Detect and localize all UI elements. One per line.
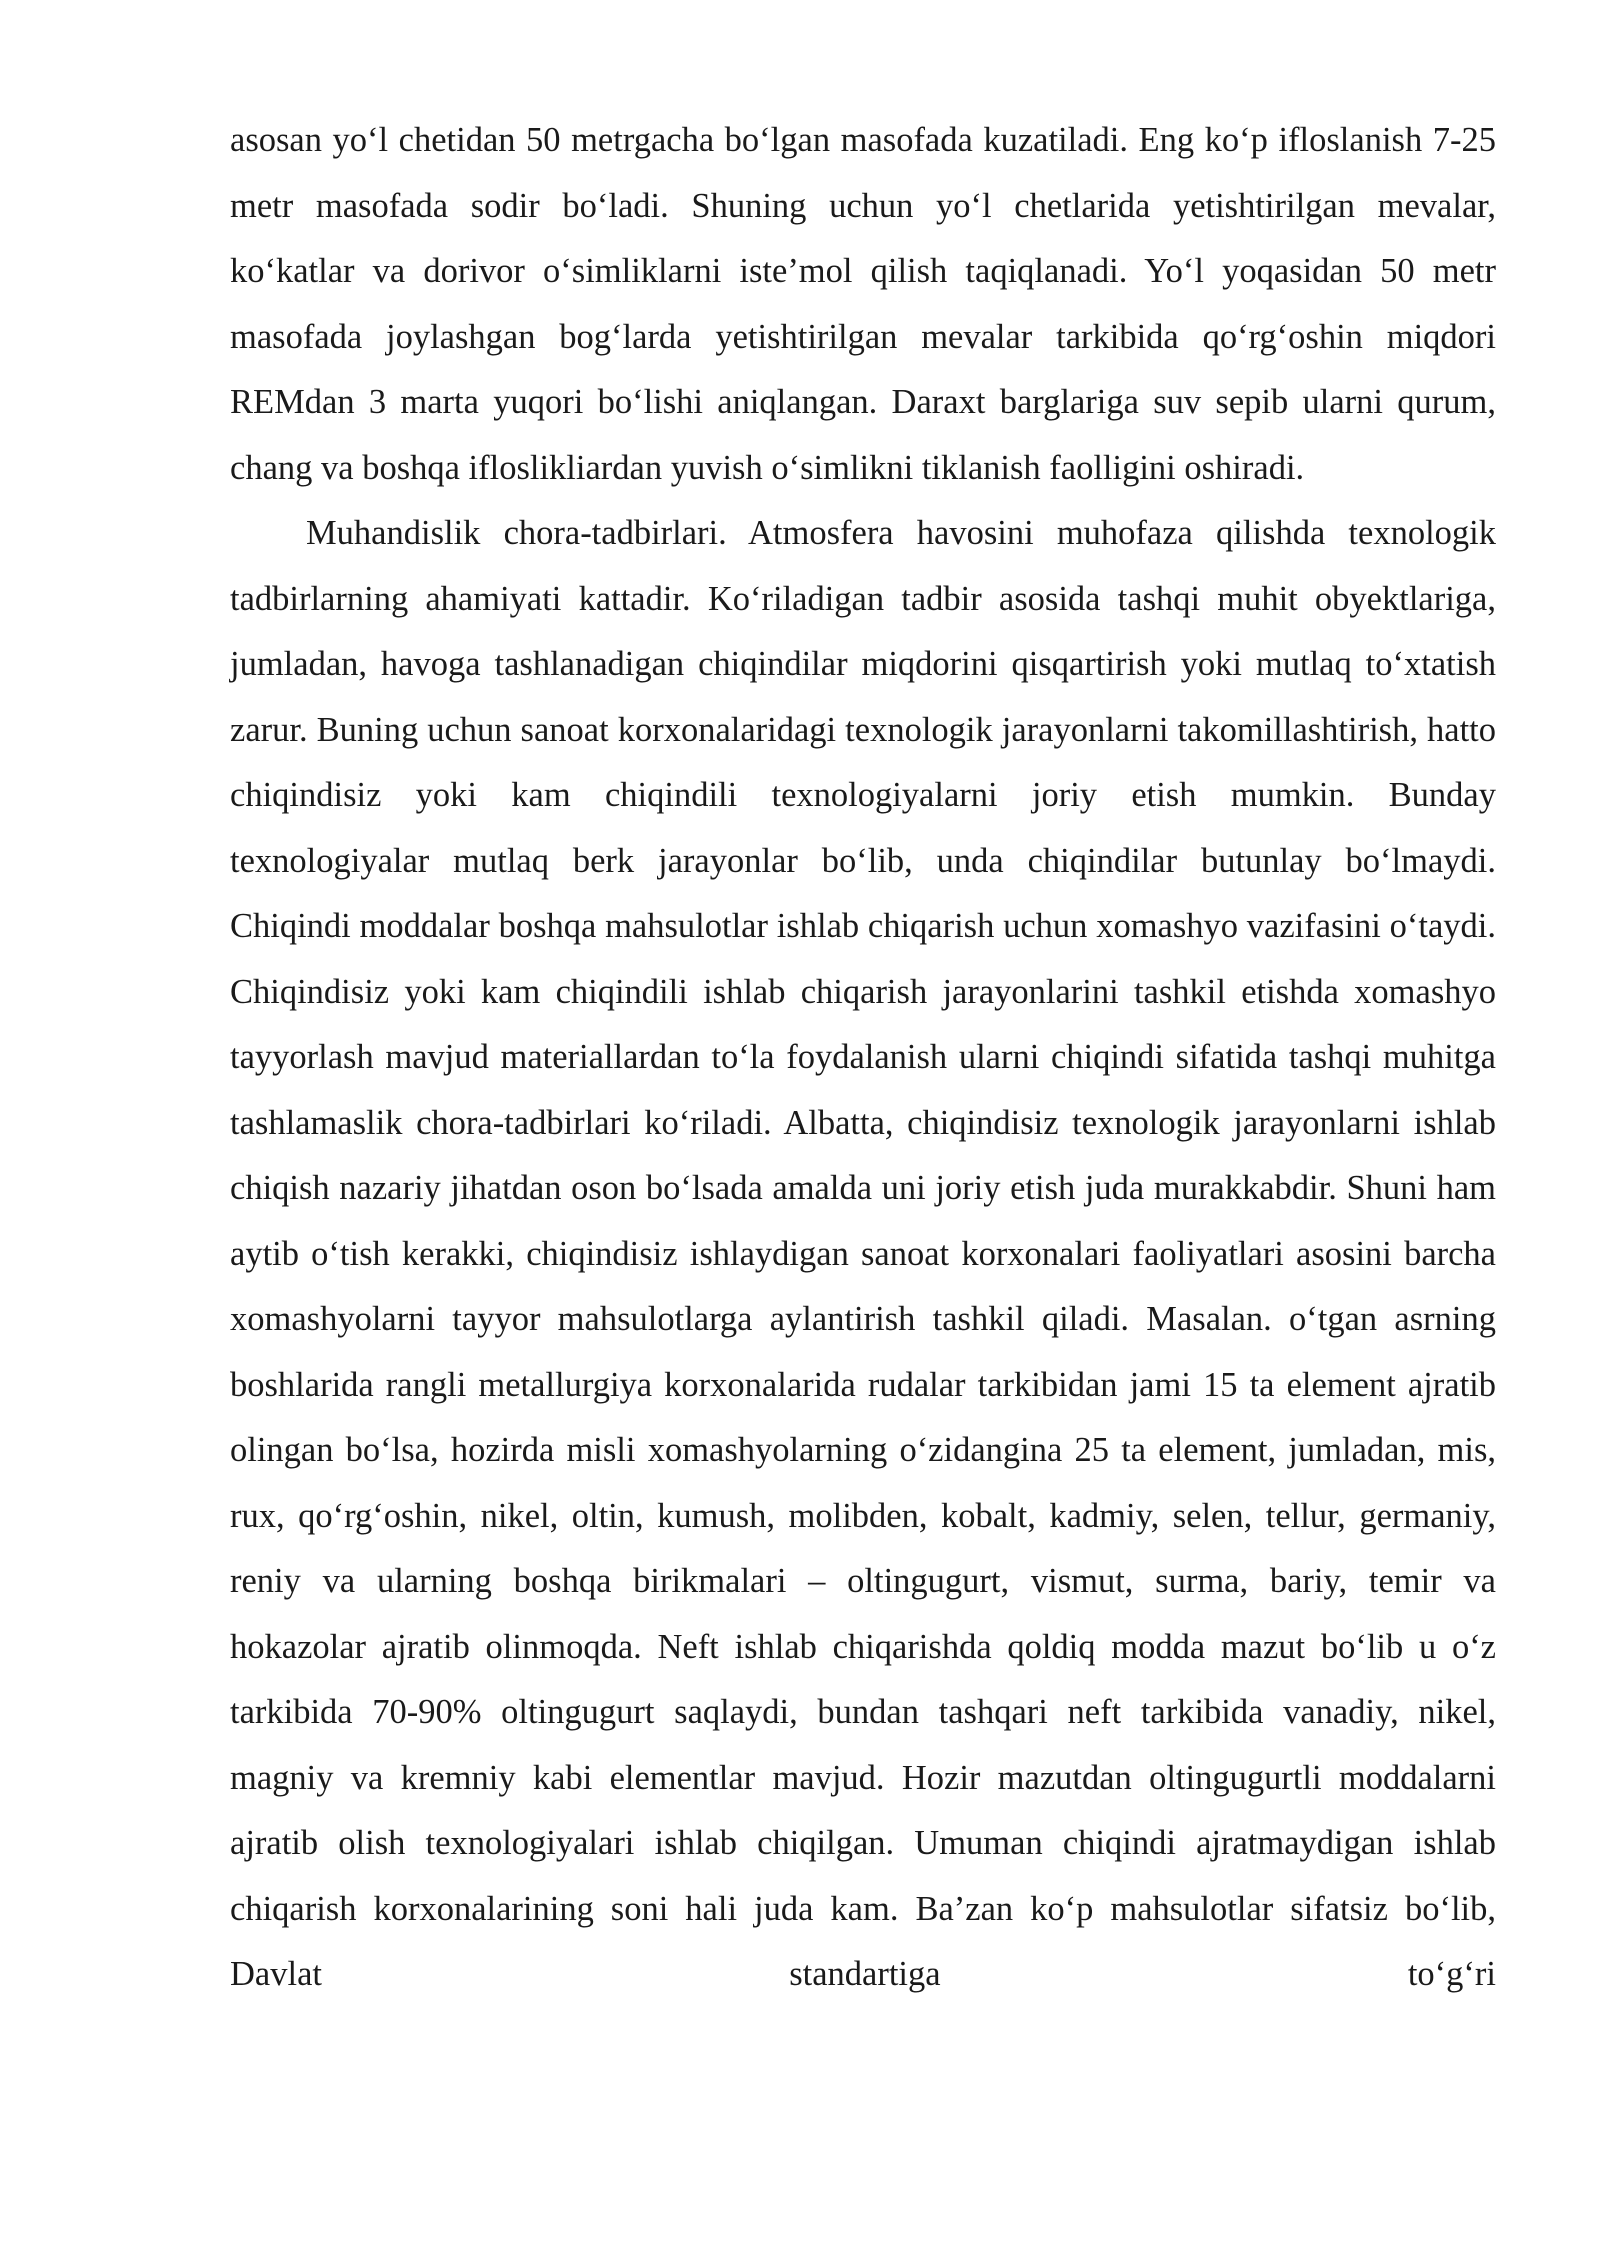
paragraph-engineering-measures: Muhandislik chora-tadbirlari. Atmosfera havosini muhofaza qilishda texnologik tadbirlarning ahamiyati kattadir. Ko‘riladigan tadbir asosida tashqi muhit obyektlariga, jumladan, havoga tashlanadigan chiqindilar miqdorini qisqartirish yoki mutlaq to‘xtatish zarur. Buning uchun sanoat korxonalaridagi texnologik jarayonlarni takomillashtirish, hatto chiqindisiz yoki kam chiqindili texnologiyalarni joriy etish mumkin. Bunday texnologiyalar mutlaq berk jarayonlar bo‘lib, unda chiqindilar butunlay bo‘lmaydi. Chiqindi moddalar boshqa mahsulotlar ishlab chiqarish uchun xomashyo vazifasini o‘taydi. Chiqindisiz yoki kam chiqindili ishlab chiqarish jarayonlarini tashkil etishda xomashyo tayyorlash mavjud materiallardan to‘la foydalanish ularni chiqindi sifatida tashqi muhitga tashlamaslik chora-tadbirlari ko‘riladi. Albatta, chiqindisiz texnologik jarayonlarni ishlab chiqish nazariy jihatdan oson bo‘lsada amalda uni joriy etish juda murakkabdir. Shuni ham aytib o‘tish kerakki, chiqindisiz ishlaydigan sanoat korxonalari faoliyatlari asosini barcha xomashyolarni tayyor mahsulotlarga aylantirish tashkil qiladi. Masalan. o‘tgan asrning boshlarida rangli metallurgiya korxonalarida rudalar tarkibidan jami 15 ta element ajratib olingan bo‘lsa, hozirda misli xomashyolarning o‘zidangina 25 ta element, jumladan, mis, rux, qo‘rg‘oshin, nikel, oltin, kumush, molibden, kobalt, kadmiy, selen, tellur, germaniy, reniy va ularning boshqa birikmalari – oltingugurt, vismut, surma, bariy, temir va hokazolar ajratib olinmoqda. Neft ishlab chiqarishda qoldiq modda mazut bo‘lib u o‘z tarkibida 70-90% oltingugurt saqlaydi, bundan tashqari neft tarkibida vanadiy, nikel, magniy va kremniy kabi elementlar mavjud. Hozir mazutdan oltingugurtli moddalarni ajratib olish texnologiyalari ishlab chiqilgan. Umuman chiqindi ajratmaydigan ishlab chiqarish korxonalarining soni hali juda kam. Ba’zan ko‘p mahsulotlar sifatsiz bo‘lib, Davlat standartiga to‘g‘ri [230,514,1496,1993]
document-page [230,108,1496,2008]
paragraph-roadside-pollution: asosan yo‘l chetidan 50 metrgacha bo‘lgan masofada kuzatiladi. Eng ko‘p ifloslanish 7-25 metr masofada sodir bo‘ladi. Shuning uchun yo‘l chetlarida yetishtirilgan mevalar, ko‘katlar va dorivor o‘simliklarni iste’mol qilish taqiqlanadi. Yo‘l yoqasidan 50 metr masofada joylashgan bog‘larda yetishtirilgan mevalar tarkibida qo‘rg‘oshin miqdori REMdan 3 marta yuqori bo‘lishi aniqlangan. Daraxt barglariga suv sepib ularni qurum, chang va boshqa ifloslikliardan yuvish o‘simlikni tiklanish faolligini oshiradi. [230,121,1496,487]
